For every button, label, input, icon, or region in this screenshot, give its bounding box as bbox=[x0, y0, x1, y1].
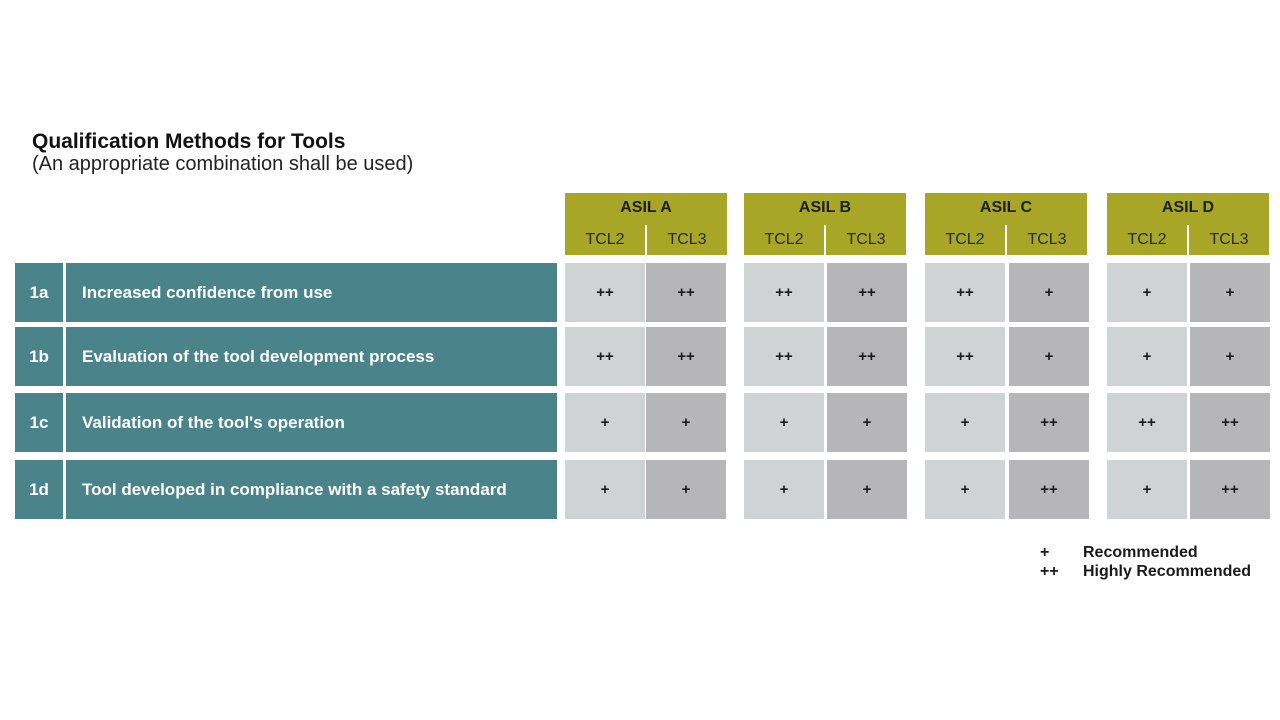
table-cell: ++ bbox=[744, 327, 824, 386]
table-cell: + bbox=[646, 460, 726, 519]
legend-text: Highly Recommended bbox=[1083, 563, 1252, 580]
table-cell: + bbox=[1009, 263, 1089, 322]
table-cell: + bbox=[827, 393, 907, 452]
asil-name: ASIL D bbox=[1161, 199, 1215, 216]
asil-c-header bbox=[925, 193, 1087, 255]
tcl3-label: TCL3 bbox=[846, 231, 886, 248]
row-label: Validation of the tool's operation bbox=[66, 393, 557, 452]
table-cell: ++ bbox=[925, 327, 1005, 386]
row-label: Increased confidence from use bbox=[66, 263, 557, 322]
asil-b-header bbox=[744, 193, 906, 255]
row-id: 1c bbox=[15, 393, 63, 452]
table-cell: + bbox=[1107, 327, 1187, 386]
row-id: 1d bbox=[15, 460, 63, 519]
table-cell: + bbox=[1107, 263, 1187, 322]
tcl2-label: TCL2 bbox=[764, 231, 804, 248]
table-cell: + bbox=[565, 393, 645, 452]
table-cell: + bbox=[925, 393, 1005, 452]
asil-name: ASIL B bbox=[798, 199, 852, 216]
page-subtitle: (An appropriate combination shall be used) bbox=[32, 153, 414, 175]
table-cell: + bbox=[646, 393, 726, 452]
table-cell: + bbox=[1009, 327, 1089, 386]
table-cell: ++ bbox=[1190, 460, 1270, 519]
table-cell: + bbox=[565, 460, 645, 519]
asil-name: ASIL C bbox=[979, 199, 1033, 216]
tcl2-label: TCL2 bbox=[1127, 231, 1167, 248]
table-cell: ++ bbox=[925, 263, 1005, 322]
table-cell: ++ bbox=[646, 263, 726, 322]
tcl2-label: TCL2 bbox=[945, 231, 985, 248]
legend-symbol: + bbox=[1040, 544, 1050, 561]
tcl3-label: TCL3 bbox=[667, 231, 707, 248]
asil-a-header bbox=[565, 193, 727, 255]
table-cell: ++ bbox=[744, 263, 824, 322]
table-cell: + bbox=[744, 460, 824, 519]
table-cell: ++ bbox=[1009, 460, 1089, 519]
table-cell: + bbox=[925, 460, 1005, 519]
row-label: Tool developed in compliance with a safety standard bbox=[66, 460, 557, 519]
row-id: 1a bbox=[15, 263, 63, 322]
table-cell: ++ bbox=[646, 327, 726, 386]
table-cell: ++ bbox=[565, 327, 645, 386]
table-cell: + bbox=[827, 460, 907, 519]
asil-d-header bbox=[1107, 193, 1269, 255]
row-label: Evaluation of the tool development process bbox=[66, 327, 557, 386]
table-cell: + bbox=[1190, 263, 1270, 322]
table-cell: + bbox=[1107, 460, 1187, 519]
tcl2-label: TCL2 bbox=[585, 231, 625, 248]
table-cell: ++ bbox=[827, 327, 907, 386]
page-title: Qualification Methods for Tools bbox=[32, 130, 346, 153]
legend-text: Recommended bbox=[1083, 544, 1198, 561]
table-cell: + bbox=[1190, 327, 1270, 386]
legend-symbol: ++ bbox=[1040, 563, 1059, 580]
table-cell: ++ bbox=[565, 263, 645, 322]
table-cell: ++ bbox=[1190, 393, 1270, 452]
table-cell: + bbox=[744, 393, 824, 452]
row-id: 1b bbox=[15, 327, 63, 386]
tcl3-label: TCL3 bbox=[1209, 231, 1249, 248]
tcl3-label: TCL3 bbox=[1027, 231, 1067, 248]
asil-name: ASIL A bbox=[620, 199, 672, 216]
table-cell: ++ bbox=[827, 263, 907, 322]
table-cell: ++ bbox=[1107, 393, 1187, 452]
table-cell: ++ bbox=[1009, 393, 1089, 452]
